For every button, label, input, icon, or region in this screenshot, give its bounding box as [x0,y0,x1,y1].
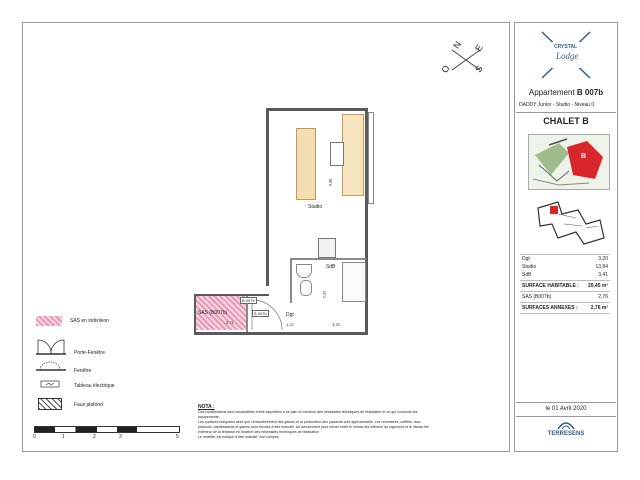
wall-top [266,108,368,111]
kitchen-unit [318,238,336,258]
surface-label: Studio [522,264,537,270]
wall-sdb-left [290,258,292,303]
table-rule [520,291,610,292]
level-plan-thumbnail [528,194,608,250]
scale-tick-5: 5 [176,434,179,440]
legend-french-door-label: Porte-Fenêtre [74,350,105,356]
window-strip [368,112,374,204]
dim-dgt: 1,22 [286,322,294,327]
legend-window-label: Fenêtre [74,368,92,374]
title-subtitle: DADDY Junior - Studio - Niveau 0 [519,102,595,108]
panel-divider [516,416,616,417]
compass-n: N [451,39,464,51]
title-prefix: Appartement [528,88,575,97]
nota-title: NOTA : [198,404,215,410]
surface-habitable-value: 20,45 m² [587,283,608,289]
apartment-title [514,88,618,97]
room-sdb-label: SdB [326,264,336,270]
compass-e: E [473,42,485,54]
logo-line1: CRYSTAL [554,44,578,50]
crystal-lodge-logo [538,28,594,82]
terresens-logo [556,418,576,430]
compass-rose [440,40,490,82]
dim-sas: 2,71 [226,320,234,325]
legend-false-ceiling-label: Faux plafond [74,402,103,408]
bunk-furniture [342,114,364,196]
bed [296,128,316,200]
compass-s: S [473,63,485,75]
scale-bar [34,426,180,433]
site-plan [528,134,610,190]
plan-date: le 01 Avril 2020 [545,406,587,412]
surfaces-annexes-row [522,305,608,311]
surface-row [522,256,608,262]
washbasin [296,264,312,278]
nota-line: Le mobilier est indiqué à titre indicatif, non compris. [198,435,280,439]
floor-plan [190,100,380,345]
window-icon [36,360,66,372]
tag-sas: B 007b [242,298,255,303]
surface-value: 13,84 [595,264,608,270]
scale-tick-2: 2 [93,434,96,440]
scale-tick-1: 1 [62,434,65,440]
dim-small: 3,33 [332,322,340,327]
surface-value: 3,41 [598,272,608,278]
wall-left-upper [266,108,269,286]
scale-tick-0: 0 [33,434,36,440]
building-title: CHALET B [543,116,589,126]
table-rule [520,254,610,255]
surface-habitable-row [522,283,608,289]
title-code: B 007b [576,88,604,97]
sas-row [522,294,608,300]
compass-o: O [439,63,452,75]
surfaces-annexes-label: SURFACES ANNEXES : [522,305,578,311]
tag-door: B 007b [254,311,267,316]
room-dgt-label: Dgt [286,312,294,318]
wall-sdb-top [290,258,366,260]
shower [342,262,366,302]
nota-line: extérieur de la terrasse en fonction des nécessités techniques de réalisation [198,430,319,434]
surface-value: 3,20 [598,256,608,262]
surface-label: Dgt [522,256,530,262]
table-rule [520,280,610,281]
surface-label: SdB [522,272,532,278]
logo-line2: Lodge [556,51,579,61]
nota-line: équipements. [198,415,220,419]
nota-block [198,404,498,440]
wall-sas-left [194,294,196,334]
site-plan-marker: B [581,153,587,160]
toilet [300,280,312,296]
wall-bottom [194,332,368,335]
surface-habitable-label: SURFACE HABITABLE : [522,283,579,289]
dim-studio: 4,38 [327,178,333,187]
dim-sdb: 2,32 [321,290,327,299]
room-sas-label: SAS (B007b) [198,310,228,316]
surface-row [522,272,608,278]
nota-line: Des modifications sont susceptibles d'être apportées à ce plan en fonction des nécessités techniques de réalisation et ce qui concerne les [198,410,418,414]
nota-line: plafonds, canalisations et gaines sont donnés à titre indicatif. Un dévoiement peut mener entre le niveau fini intérieur du logement et le niveau fini [198,425,429,429]
french-door-icon [36,336,66,356]
pink-hatch-swatch [36,316,62,326]
scale-tick-3: 3 [119,434,122,440]
electric-panel-icon [40,380,60,388]
table [330,142,344,166]
sas-row-label: SAS (B007b) [522,294,552,300]
table-rule [520,313,610,314]
legend-electric-label: Tableau électrique [74,383,115,389]
panel-divider [516,402,616,403]
table-rule [520,302,610,303]
legend-sas-label: SAS en indivision [70,318,109,324]
surfaces-annexes-value: 2,76 m² [590,305,608,311]
room-studio-label: Studio [308,204,323,210]
sas-row-value: 2,76 [598,294,608,300]
surface-row [522,264,608,270]
false-ceiling-icon [38,398,62,410]
panel-divider [516,112,616,113]
nota-line: Les surfaces indiquées ainsi que l'encombrement des gaines et la profondeur des placards sont approximatifs. Les retombées, soffites, faux- [198,420,422,424]
brand-name: TERRESENS [547,431,585,437]
